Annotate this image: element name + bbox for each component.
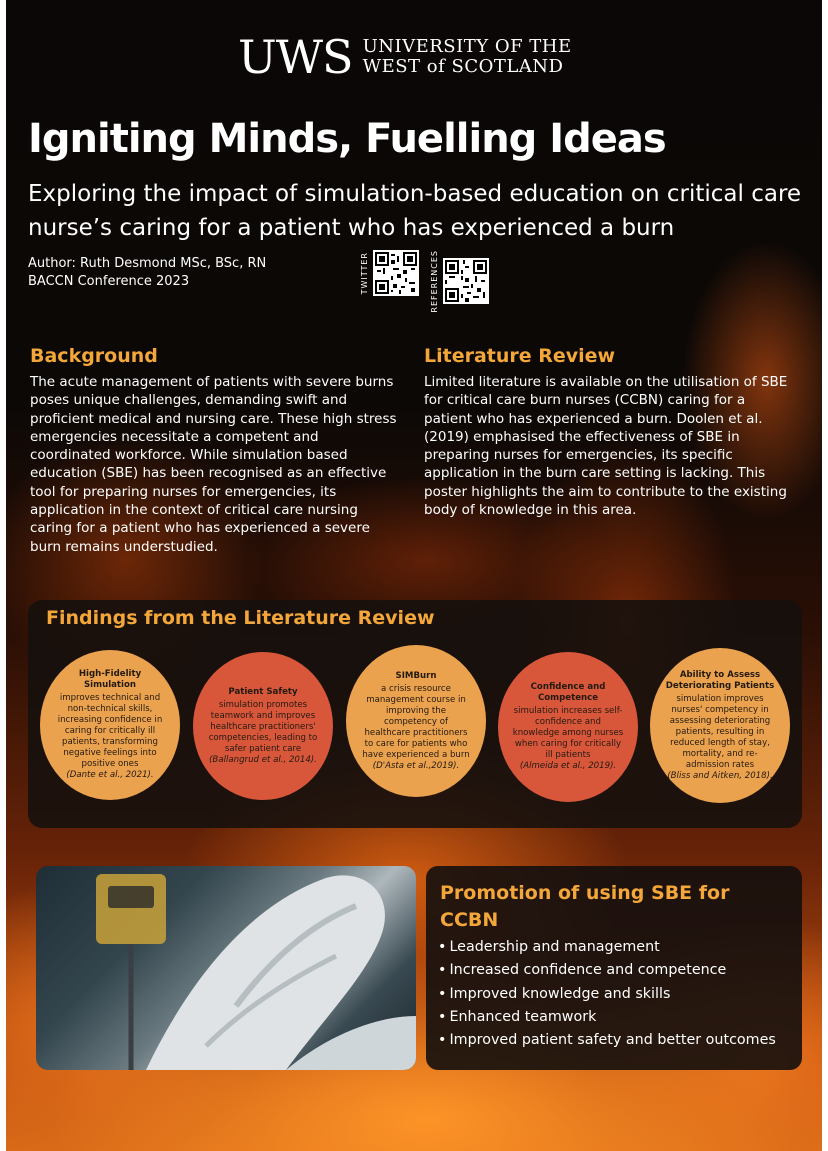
finding-assess-deteriorating-patients	[650, 648, 790, 803]
background-text: The acute management of patients with severe burns poses unique challenges, demanding swift and proficient medical and nursing care. These high stress emergencies necessitate a competent and coordinated workforce. While simulation based education (SBE) has been recognised as an effective tool for preparing nurses for emergencies, its application in the context of critical care nursing caring for a patient who has experienced a severe burn remains understudied.	[30, 374, 397, 555]
findings-panel	[28, 600, 802, 828]
finding-heading: Ability to Assess Deteriorating Patients	[665, 669, 775, 691]
logo-text	[363, 37, 572, 77]
finding-heading: SIMBurn	[395, 670, 437, 681]
finding-body: simulation increases self-confidence and knowledge among nurses when caring for critically ill patients	[512, 706, 624, 760]
bandaged-patient-photo	[36, 866, 416, 1070]
logo-mark: UWS	[238, 30, 353, 84]
findings-title: Findings from the Literature Review	[46, 607, 435, 629]
promotion-item: • Increased confidence and competence	[438, 959, 776, 982]
twitter-qr-block[interactable]	[360, 250, 419, 296]
literature-review-text: Limited literature is available on the utilisation of SBE for critical care burn nurses (CCBN) caring for a patient who has experienced a burn. Doolen et al. (2019) emphasised the effectiveness of SBE in preparing nurses for emergencies, its specific application in the burn care setting is lacking. This poster highlights the aim to contribute to the existing body of knowledge in this area.	[424, 374, 788, 519]
references-qr-label: REFERENCES	[430, 250, 439, 313]
promotion-item: • Improved knowledge and skills	[438, 983, 776, 1006]
uws-logo	[238, 30, 572, 84]
poster-title: Igniting Minds, Fuelling Ideas	[28, 116, 666, 162]
finding-citation: (Dante et al., 2021).	[66, 770, 154, 780]
promotion-item: • Leadership and management	[438, 936, 776, 959]
references-qr-block[interactable]	[430, 250, 489, 313]
author-name: Author: Ruth Desmond MSc, BSc, RN	[28, 256, 267, 271]
background-title: Background	[30, 345, 158, 367]
conference-name: BACCN Conference 2023	[28, 274, 190, 289]
literature-review-title: Literature Review	[424, 345, 616, 367]
finding-body: a crisis resource management course in improving the competency of healthcare practitioners to care for patients who have experienced a burn	[362, 683, 470, 760]
finding-citation: (Almeida et al., 2019).	[519, 761, 617, 771]
poster-subtitle: Exploring the impact of simulation-based education on critical care nurse’s caring for a patient who has experienced a burn	[28, 181, 802, 241]
promotion-item: • Enhanced teamwork	[438, 1006, 776, 1029]
logo-line-2: WEST of SCOTLAND	[362, 56, 564, 77]
promotion-list	[438, 936, 776, 1052]
finding-citation: (Bliss and Aitken, 2018).	[667, 770, 773, 781]
finding-body: improves technical and non-technical skills, increasing confidence in caring for critically ill patients, transforming negative feelings into positive ones	[57, 693, 163, 769]
promotion-item: • Improved patient safety and better outcomes	[438, 1029, 776, 1052]
finding-body: simulation promotes teamwork and improves healthcare practitioners' competencies, leading to safer patient care	[208, 699, 318, 754]
twitter-qr-code-icon[interactable]	[373, 250, 419, 296]
finding-citation: (D'Asta et al.,2019).	[372, 760, 460, 771]
promotion-panel	[426, 866, 802, 1070]
author-info	[28, 255, 266, 291]
promotion-title: Promotion of using SBE for CCBN	[440, 882, 730, 931]
logo-line-1: UNIVERSITY OF THE	[362, 36, 572, 57]
finding-simburn	[346, 645, 486, 797]
finding-confidence-competence	[498, 652, 638, 802]
finding-high-fidelity-simulation	[40, 650, 180, 800]
finding-patient-safety	[193, 652, 333, 800]
finding-body: simulation improves nurses' competency in assessing deteriorating patients, resulting in reduced length of stay, mortality, and re-admission rates	[669, 693, 771, 770]
poster	[6, 0, 822, 1151]
references-qr-code-icon[interactable]	[443, 258, 489, 304]
finding-heading: Patient Safety	[228, 686, 298, 697]
twitter-qr-label: TWITTER	[360, 251, 369, 295]
finding-heading: High-Fidelity Simulation	[78, 669, 142, 690]
finding-heading: Confidence and Competence	[530, 682, 606, 703]
finding-citation: (Ballangrud et al., 2014).	[209, 754, 317, 765]
